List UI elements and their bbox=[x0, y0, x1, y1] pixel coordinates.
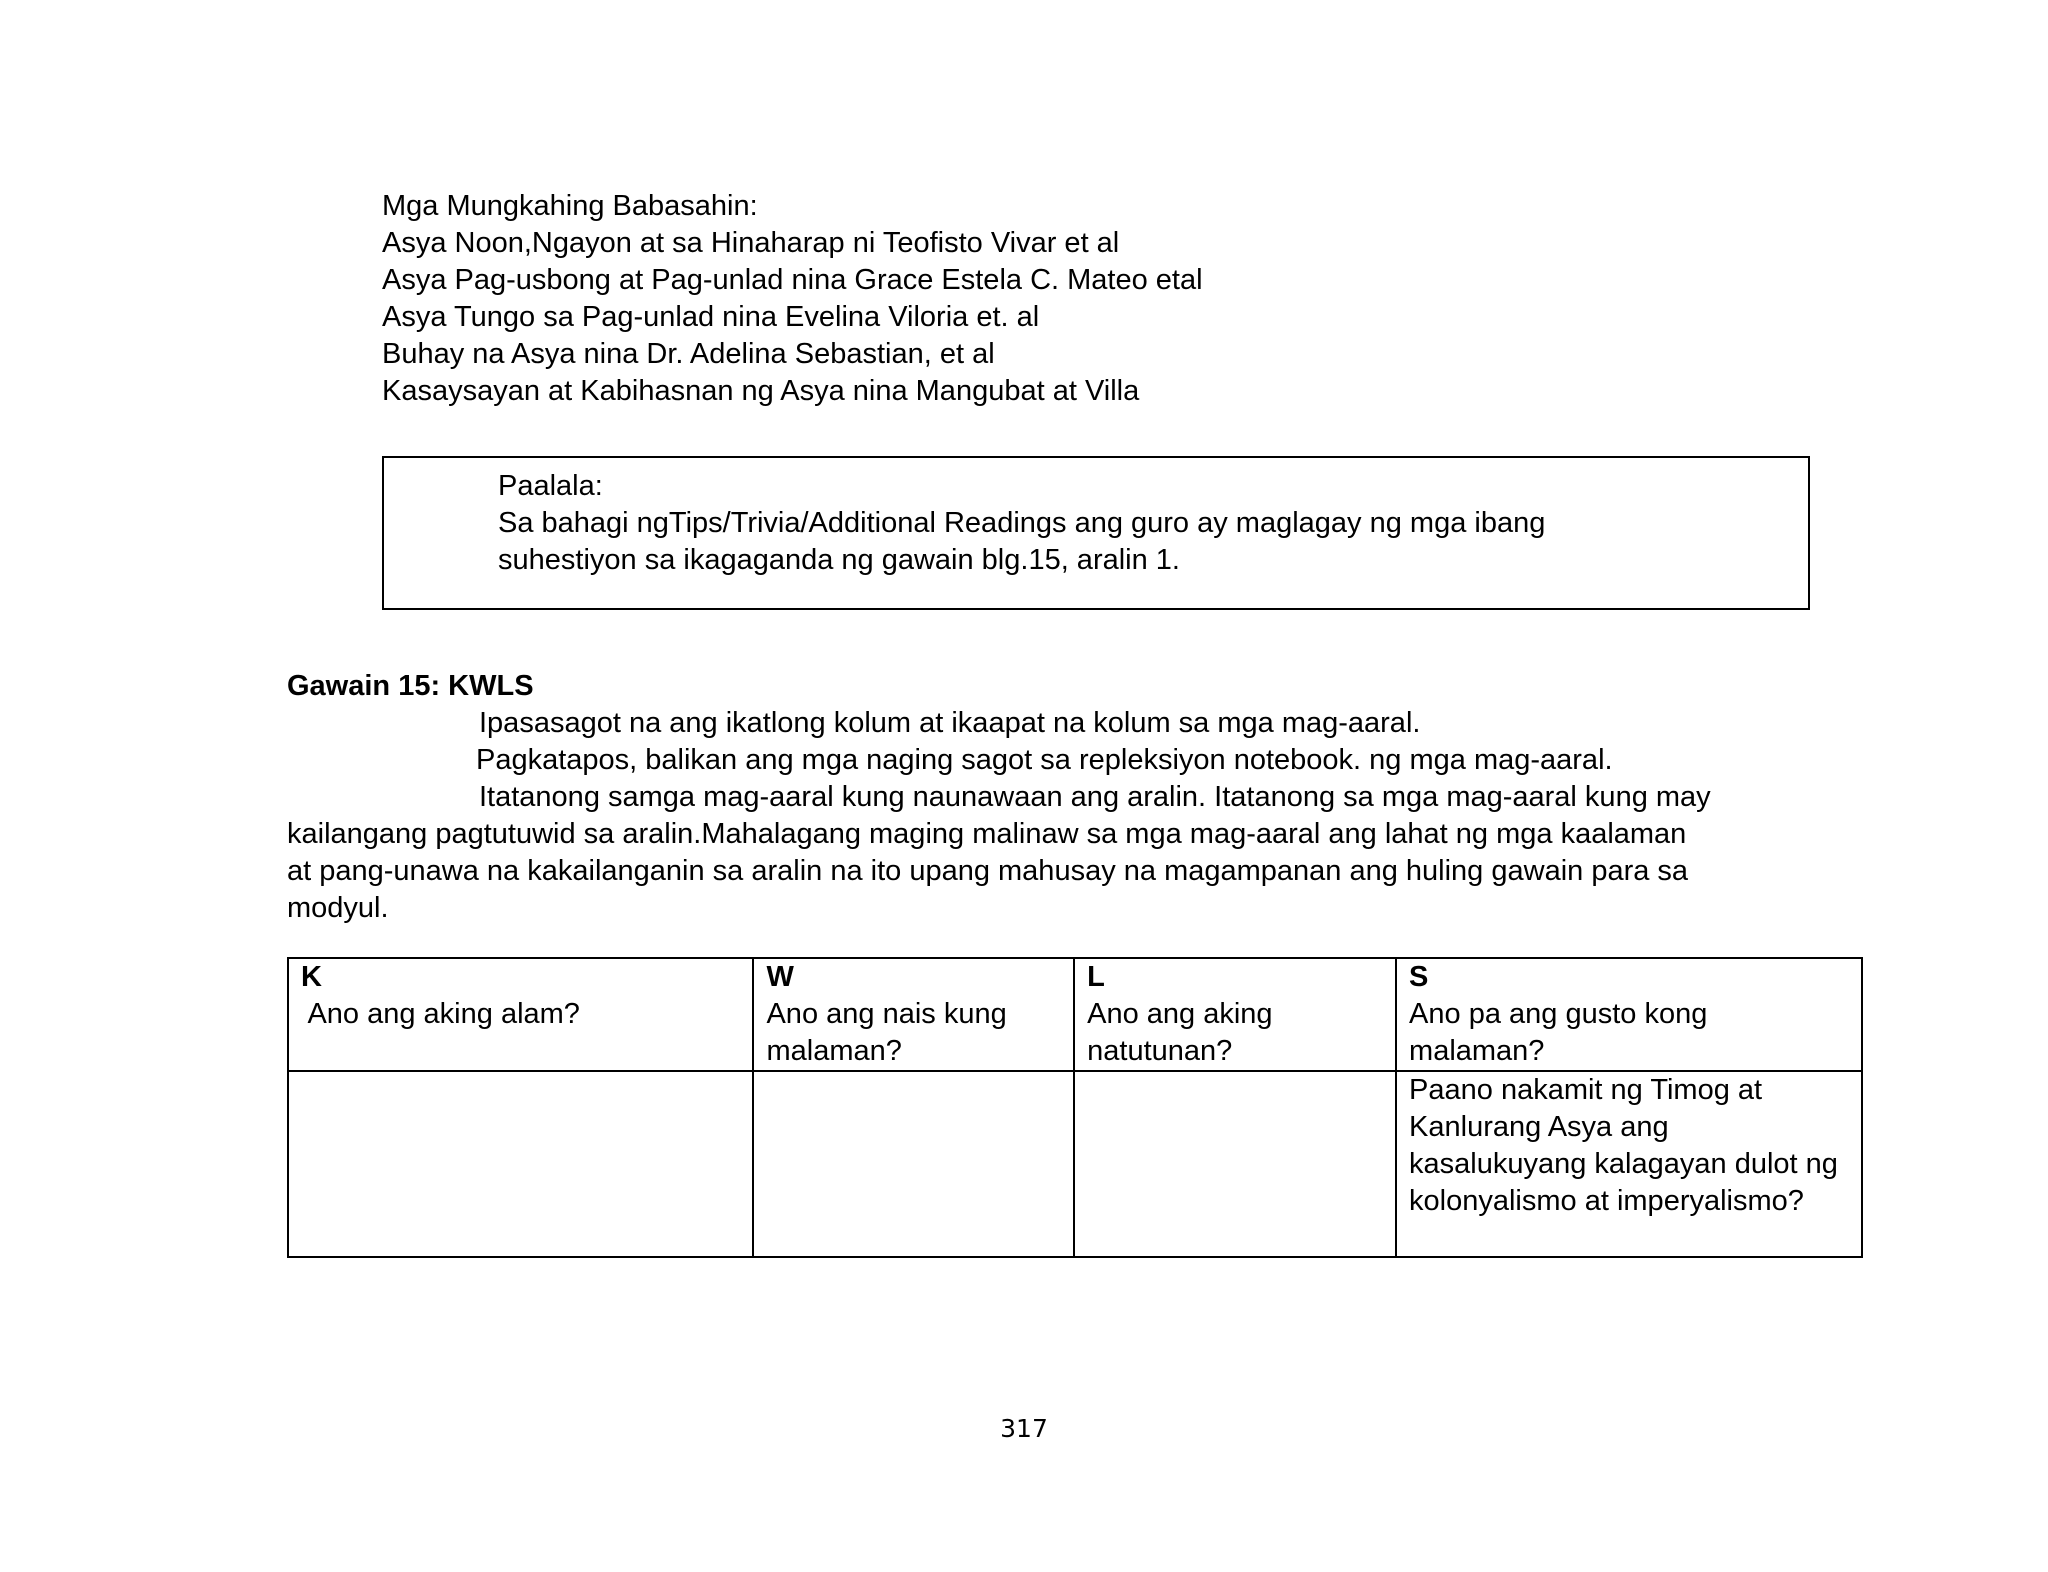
reminder-box bbox=[382, 456, 1810, 610]
page-number: 317 bbox=[1000, 1414, 1048, 1443]
column-question: Ano pa ang gusto kong malaman? bbox=[1409, 998, 1708, 1067]
suggested-readings bbox=[382, 188, 1203, 410]
activity-instruction-line: Pagkatapos, balikan ang mga naging sagot sa repleksiyon notebook. ng mga mag-aaral. bbox=[476, 744, 1613, 776]
kwls-cell-l bbox=[1074, 1071, 1396, 1257]
column-letter: K bbox=[301, 961, 322, 993]
activity-instruction-line: Itatanong samga mag-aaral kung naunawaan ang aralin. Itatanong sa mga mag-aaral kung may bbox=[479, 781, 1711, 813]
reading-item: Asya Noon,Ngayon at sa Hinaharap ni Teofisto Vivar et al bbox=[382, 227, 1120, 259]
reminder-text-line: Sa bahagi ngTips/Trivia/Additional Readings ang guro ay maglagay ng mga ibang bbox=[498, 507, 1546, 539]
activity-instruction-line: Ipasasagot na ang ikatlong kolum at ikaapat na kolum sa mga mag-aaral. bbox=[479, 707, 1421, 739]
reading-item: Asya Tungo sa Pag-unlad nina Evelina Viloria et. al bbox=[382, 301, 1040, 333]
reading-item: Buhay na Asya nina Dr. Adelina Sebastian, et al bbox=[382, 338, 995, 370]
kwls-header-l bbox=[1074, 958, 1396, 1071]
reminder-text-line: suhestiyon sa ikagaganda ng gawain blg.15, aralin 1. bbox=[498, 544, 1180, 576]
column-letter: S bbox=[1409, 961, 1429, 993]
column-letter: L bbox=[1087, 961, 1105, 993]
reminder-label: Paalala: bbox=[498, 470, 603, 502]
kwls-table bbox=[287, 957, 1863, 1258]
activity-title: Gawain 15: KWLS bbox=[287, 670, 534, 702]
column-question: Ano ang aking natutunan? bbox=[1087, 998, 1273, 1067]
kwls-cell-s: Paano nakamit ng Timog at Kanlurang Asya ang kasalukuyang kalagayan dulot ng kolonyalismo at imperyalismo? bbox=[1396, 1071, 1862, 1257]
kwls-header-k bbox=[288, 958, 753, 1071]
column-question: Ano ang aking alam? bbox=[301, 998, 580, 1030]
reminder-content bbox=[498, 468, 1545, 579]
activity-instruction-line: modyul. bbox=[287, 892, 389, 924]
kwls-body-row bbox=[288, 1071, 1862, 1257]
kwls-cell-k bbox=[288, 1071, 753, 1257]
column-question: Ano ang nais kung malaman? bbox=[766, 998, 1007, 1067]
reading-item: Asya Pag-usbong at Pag-unlad nina Grace Estela C. Mateo etal bbox=[382, 264, 1203, 296]
readings-heading: Mga Mungkahing Babasahin: bbox=[382, 190, 758, 222]
activity-instruction-line: kailangang pagtutuwid sa aralin.Mahalagang maging malinaw sa mga mag-aaral ang lahat ng mga kaalaman bbox=[287, 818, 1687, 850]
kwls-header-s bbox=[1396, 958, 1862, 1071]
kwls-cell-w bbox=[753, 1071, 1074, 1257]
kwls-header-row bbox=[288, 958, 1862, 1071]
activity-instruction-line: at pang-unawa na kakailanganin sa aralin na ito upang mahusay na magampanan ang huling gawain para sa bbox=[287, 855, 1689, 887]
column-letter: W bbox=[766, 961, 794, 993]
reading-item: Kasaysayan at Kabihasnan ng Asya nina Mangubat at Villa bbox=[382, 375, 1140, 407]
kwls-header-w bbox=[753, 958, 1074, 1071]
